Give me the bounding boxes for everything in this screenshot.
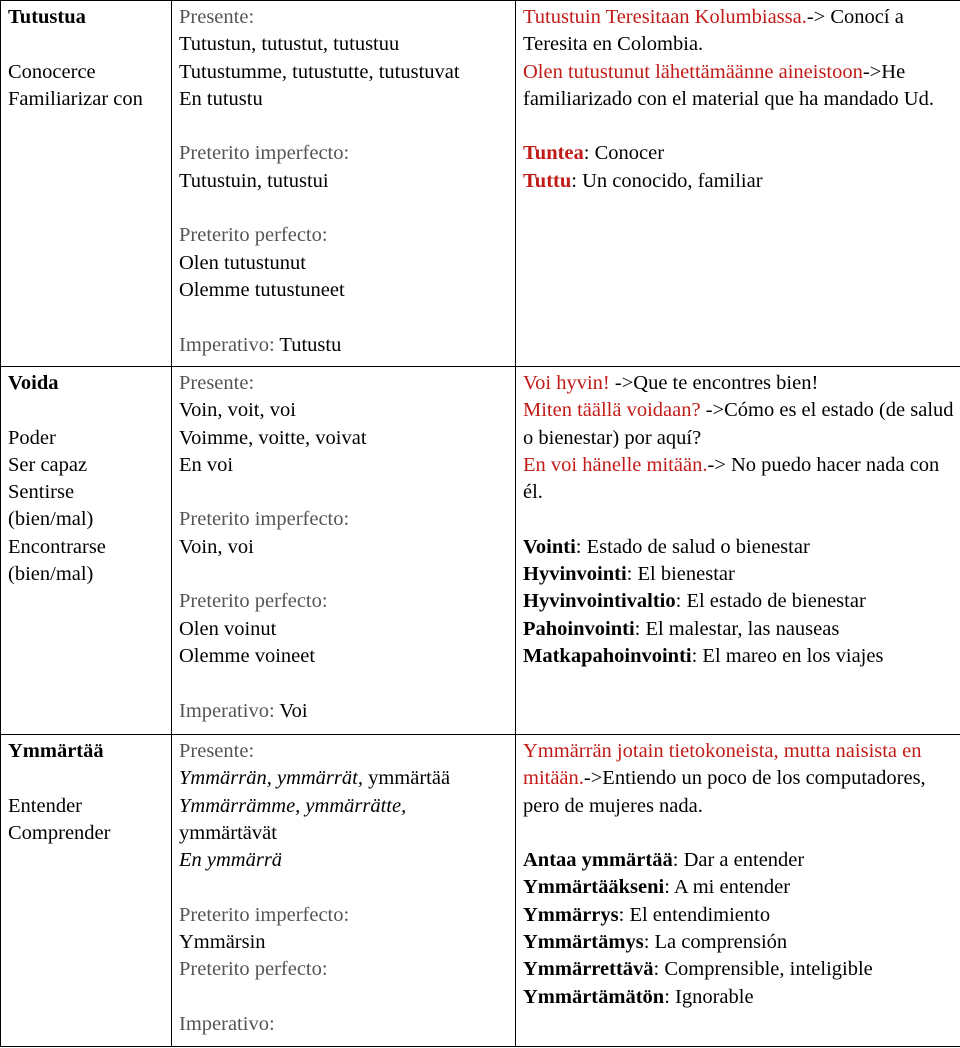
- conjugation-line: [179, 765, 509, 792]
- translation: Encontrarse: [8, 535, 106, 558]
- verb-cell: [1, 367, 172, 735]
- conjugation-cell: [172, 367, 516, 735]
- vocab-word: Vointi: [523, 535, 576, 558]
- vocab-word: Antaa ymmärtää: [523, 849, 673, 872]
- example-sentence: [523, 397, 954, 452]
- conjugation-line: Tutustumme, tutustutte, tutustuvat: [179, 60, 460, 83]
- translation: (bien/mal): [8, 508, 94, 531]
- example-spanish: ->Que te encontres bien!: [609, 372, 819, 394]
- vocab-entry: [523, 643, 954, 670]
- example-finnish: Tutustuin Teresitaan Kolumbiassa.: [523, 6, 807, 28]
- vocab-entry: [523, 956, 954, 983]
- conjugation-cell: [172, 735, 516, 1047]
- vocab-meaning: : La comprensión: [643, 931, 788, 954]
- example-spanish: ->He familiarizado con el material que ha mandado Ud.: [523, 60, 934, 110]
- translation: Sentirse: [8, 481, 75, 504]
- conjugation-line: En tutustu: [179, 87, 263, 110]
- imperative-form: Tutustu: [279, 333, 342, 356]
- vocab-meaning: : Conocer: [583, 142, 665, 165]
- tense-label: Imperativo:: [179, 333, 275, 356]
- verb-cell: [1, 1, 172, 367]
- conjugation-line: Olen voinut: [179, 617, 277, 640]
- conjugation-line: Ymmärsin: [179, 931, 266, 954]
- example-sentence: [523, 59, 954, 114]
- conjugation-line: Tutustuin, tutustui: [179, 169, 329, 192]
- examples-cell: [516, 367, 960, 735]
- vocab-entry: [523, 534, 954, 561]
- vocab-word: Tuntea: [523, 142, 584, 165]
- vocab-word: Ymmärrys: [523, 903, 619, 926]
- vocab-meaning: : Dar a entender: [672, 849, 805, 872]
- conjugation-cell: [172, 1, 516, 367]
- vocab-meaning: : Comprensible, inteligible: [653, 958, 873, 981]
- example-finnish: Voi hyvin!: [523, 372, 610, 394]
- vocab-meaning: : El bienestar: [626, 563, 735, 586]
- vocab-word: Ymmärtämys: [523, 931, 644, 954]
- vocab-meaning: : El mareo en los viajes: [691, 644, 884, 667]
- conjugation-line: Voin, voit, voi: [179, 399, 296, 422]
- tense-label: Preterito imperfecto:: [179, 508, 350, 531]
- vocab-word: Matkapahoinvointi: [523, 644, 692, 667]
- example-finnish: Ymmärrän jotain tietokoneista, mutta naisista en mitään.: [523, 740, 922, 790]
- vocab-entry: [523, 902, 954, 929]
- vocab-meaning: : El estado de bienestar: [675, 590, 866, 613]
- vocab-word: Hyvinvointivaltio: [523, 590, 676, 613]
- vocab-entry: [523, 588, 954, 615]
- table-row-ymmartaa: [1, 735, 960, 1047]
- verb-title: Ymmärtää: [8, 740, 104, 762]
- example-finnish: Miten täällä voidaan?: [523, 399, 701, 422]
- example-spanish: ->Entiendo un poco de los computadores, pero de mujeres nada.: [523, 767, 926, 817]
- conjugation-line: Olemme voineet: [179, 644, 316, 667]
- translation: Poder: [8, 426, 56, 449]
- example-sentence: [523, 370, 954, 397]
- conjugation-line: En voi: [179, 453, 234, 476]
- vocab-entry: [523, 616, 954, 643]
- tense-label: Presente:: [179, 6, 255, 28]
- vocab-word: Ymmärrettävä: [523, 958, 654, 981]
- tense-label: Preterito perfecto:: [179, 958, 328, 981]
- imperative-line: [179, 332, 509, 359]
- translation: Entender: [8, 794, 82, 817]
- conjugation-line: ymmärtävät: [179, 821, 277, 844]
- example-finnish: En voi hänelle mitään.: [523, 453, 708, 476]
- vocab-meaning: : El malestar, las nauseas: [634, 617, 840, 640]
- conjugation-line: Tutustun, tutustut, tutustuu: [179, 33, 400, 56]
- tense-label: Preterito perfecto:: [179, 224, 328, 247]
- vocab-word: Pahoinvointi: [523, 617, 635, 640]
- verb-title: Tutustua: [8, 6, 86, 28]
- vocab-entry: [523, 984, 954, 1011]
- vocab-meaning: : Un conocido, familiar: [571, 169, 763, 192]
- verb-cell: [1, 735, 172, 1047]
- example-sentence: [523, 4, 954, 59]
- example-spanish: ->Cómo es el estado (de salud o bienestar) por aquí?: [523, 399, 954, 449]
- vocab-entry: [523, 140, 954, 167]
- example-sentence: [523, 738, 954, 820]
- vocab-word: Tuttu: [523, 169, 572, 192]
- vocab-word: Hyvinvointi: [523, 563, 627, 586]
- translation: Comprender: [8, 821, 111, 844]
- conjugation-line: Olen tutustunut: [179, 251, 306, 274]
- example-spanish: -> No puedo hacer nada con él.: [523, 453, 940, 504]
- tense-label: Presente:: [179, 372, 255, 394]
- examples-cell: [516, 1, 960, 367]
- example-finnish: Olen tutustunut lähettämäänne aineistoon: [523, 60, 863, 83]
- tense-label: Presente:: [179, 740, 255, 762]
- tense-label: Imperativo:: [179, 1012, 275, 1035]
- tense-label: Preterito imperfecto:: [179, 142, 350, 165]
- translation: Ser capaz: [8, 453, 88, 476]
- conjugation-line: En ymmärrä: [179, 849, 283, 872]
- imperative-line: [179, 698, 509, 725]
- examples-cell: [516, 735, 960, 1047]
- verb-title: Voida: [8, 372, 59, 394]
- example-sentence: [523, 452, 954, 507]
- example-spanish: -> Conocí a Teresita en Colombia.: [523, 6, 904, 56]
- conjugation-italic: Ymmärrän, ymmärrät,: [179, 767, 363, 790]
- vocab-entry: [523, 168, 954, 195]
- conjugation-plain: ymmärtää: [362, 767, 451, 790]
- conjugation-line: Ymmärrämme, ymmärrätte,: [179, 794, 407, 817]
- conjugation-line: Voimme, voitte, voivat: [179, 426, 367, 449]
- vocab-entry: [523, 874, 954, 901]
- translation: (bien/mal): [8, 563, 94, 586]
- vocab-meaning: : El entendimiento: [618, 903, 771, 926]
- vocab-entry: [523, 561, 954, 588]
- conjugation-line: Olemme tutustuneet: [179, 278, 345, 301]
- table-row-voida: [1, 367, 960, 735]
- table-row-tutustua: [1, 1, 960, 367]
- tense-label: Imperativo:: [179, 699, 275, 722]
- imperative-form: Voi: [279, 699, 308, 722]
- conjugation-line: Voin, voi: [179, 535, 254, 558]
- vocab-entry: [523, 929, 954, 956]
- vocab-meaning: : Estado de salud o bienestar: [575, 535, 810, 558]
- tense-label: Preterito imperfecto:: [179, 903, 350, 926]
- translation: Familiarizar con: [8, 87, 143, 110]
- vocab-word: Ymmärtääkseni: [523, 876, 665, 899]
- vocab-meaning: : A mi entender: [664, 876, 791, 899]
- vocab-word: Ymmärtämätön: [523, 985, 665, 1008]
- tense-label: Preterito perfecto:: [179, 590, 328, 613]
- vocab-entry: [523, 847, 954, 874]
- vocab-meaning: : Ignorable: [664, 985, 754, 1008]
- translation: Conocerce: [8, 60, 96, 83]
